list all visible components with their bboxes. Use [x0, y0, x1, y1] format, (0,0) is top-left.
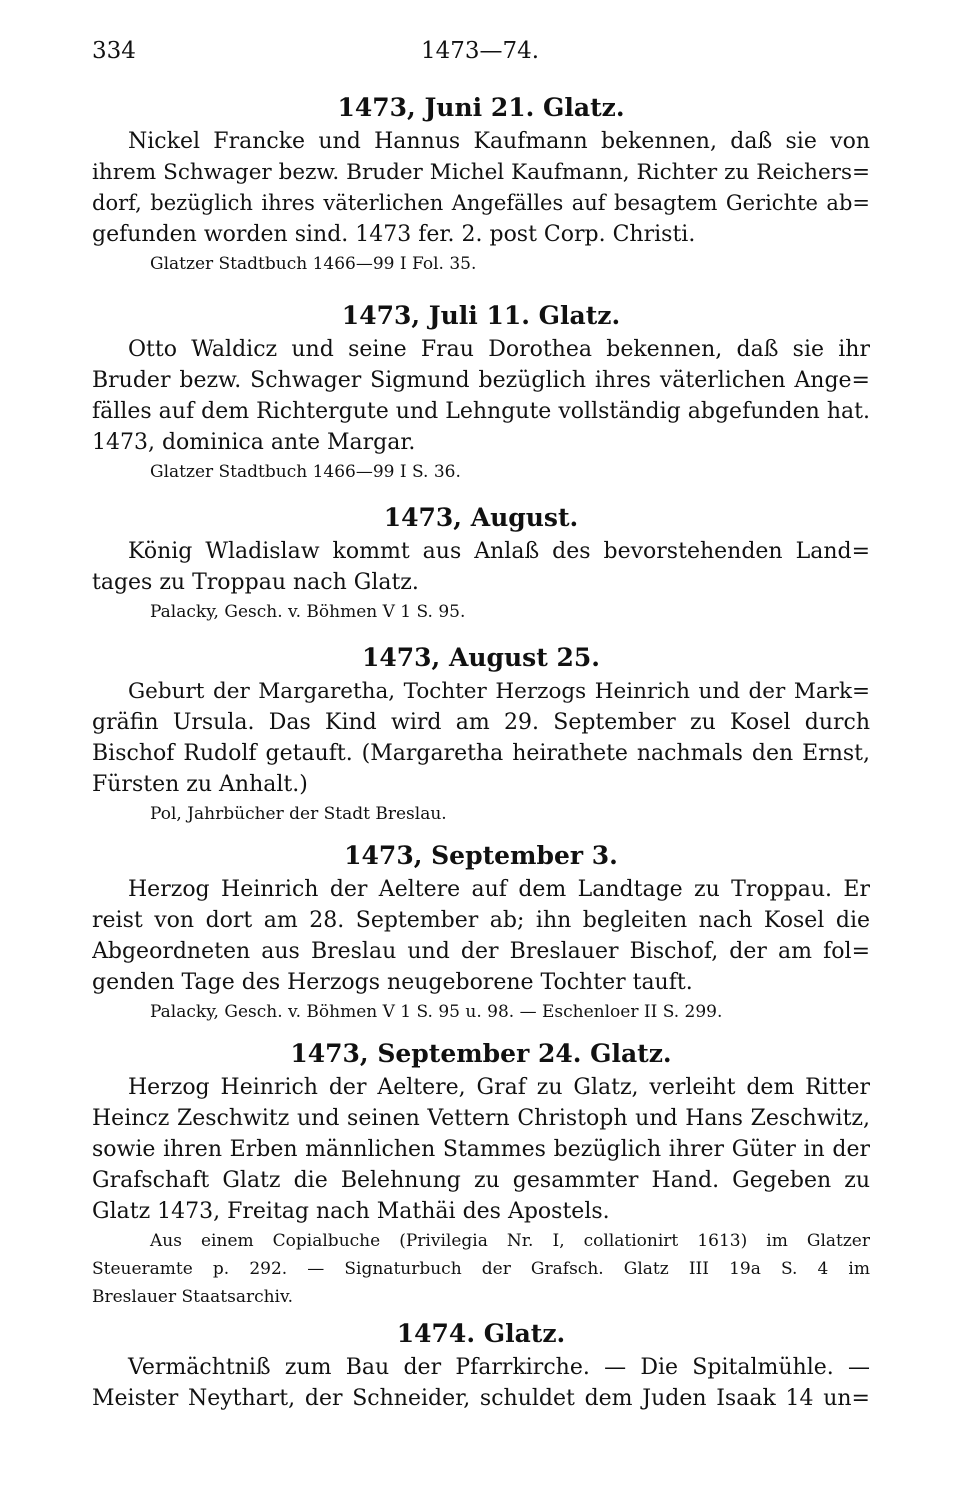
- source-citation: Palacky, Gesch. v. Böhmen V 1 S. 95.: [150, 602, 466, 622]
- entry-text-line: reist von dort am 28. September ab; ihn begleiten nach Kosel die: [92, 908, 870, 933]
- entry-text-line: gefunden worden sind. 1473 fer. 2. post Corp. Christi.: [92, 222, 696, 247]
- running-head-years: 1473—74.: [420, 38, 540, 64]
- page-number: 334: [92, 38, 136, 64]
- entry-heading: 1473, August 25.: [361, 643, 601, 672]
- entry-1473-august-25: [92, 640, 870, 828]
- source-citation: Palacky, Gesch. v. Böhmen V 1 S. 95 u. 98. — Eschenloer II S. 299.: [150, 1002, 723, 1022]
- source-citation: Pol, Jahrbücher der Stadt Breslau.: [150, 804, 447, 824]
- entry-text-line: sowie ihren Erben männlichen Stammes bezüglich ihrer Güter in der: [92, 1137, 870, 1162]
- entry-text-line: Glatz 1473, Freitag nach Mathäi des Apostels.: [92, 1199, 610, 1224]
- entry-heading: 1474. Glatz.: [396, 1319, 566, 1348]
- source-citation: Glatzer Stadtbuch 1466—99 I S. 36.: [150, 462, 461, 482]
- entry-text-line: dorf, bezüglich ihres väterlichen Angefälles auf besagtem Gerichte ab=: [92, 191, 870, 215]
- entry-text-line: Herzog Heinrich der Aeltere, Graf zu Glatz, verleiht dem Ritter: [128, 1075, 870, 1100]
- entry-text-line: Geburt der Margaretha, Tochter Herzogs Heinrich und der Mark=: [128, 679, 870, 704]
- source-citation: Glatzer Stadtbuch 1466—99 I Fol. 35.: [150, 254, 477, 274]
- entry-text-line: genden Tage des Herzogs neugeborene Tochter tauft.: [92, 970, 693, 995]
- entry-text-line: gräfin Ursula. Das Kind wird am 29. September zu Kosel durch: [92, 710, 870, 735]
- entry-1473-juni-21: [92, 90, 870, 278]
- entry-text-line: Nickel Francke und Hannus Kaufmann bekennen, daß sie von: [128, 129, 870, 154]
- source-citation: Breslauer Staatsarchiv.: [92, 1287, 293, 1307]
- entry-1473-juli-11: [92, 298, 870, 486]
- entry-text-line: Heincz Zeschwitz und seinen Vettern Christoph und Hans Zeschwitz,: [92, 1106, 870, 1131]
- entry-text-line: Fürsten zu Anhalt.): [92, 772, 308, 797]
- entry-text-line: 1473, dominica ante Margar.: [92, 430, 416, 455]
- entry-text-line: Vermächtniß zum Bau der Pfarrkirche. — Die Spitalmühle. —: [128, 1355, 870, 1380]
- entry-text-line: tages zu Troppau nach Glatz.: [92, 570, 419, 595]
- entry-text-line: König Wladislaw kommt aus Anlaß des bevorstehenden Land=: [128, 539, 870, 564]
- entry-text-line: ihrem Schwager bezw. Bruder Michel Kaufmann, Richter zu Reichers=: [92, 160, 870, 185]
- entry-text-line: Grafschaft Glatz die Belehnung zu gesammter Hand. Gegeben zu: [92, 1168, 870, 1193]
- entry-text-line: Bischof Rudolf getauft. (Margaretha heirathete nachmals den Ernst,: [92, 741, 870, 766]
- entry-text-line: Meister Neythart, der Schneider, schuldet dem Juden Isaak 14 un=: [92, 1386, 870, 1411]
- entry-heading: 1473, August.: [383, 503, 579, 532]
- entry-text-line: fälles auf dem Richtergute und Lehngute vollständig abgefunden hat.: [92, 399, 870, 424]
- running-head: [92, 38, 868, 72]
- entry-1473-september-24: [92, 1036, 870, 1311]
- source-citation: Aus einem Copialbuche (Privilegia Nr. I, collationirt 1613) im Glatzer: [150, 1231, 870, 1251]
- entry-text-line: Otto Waldicz und seine Frau Dorothea bekennen, daß sie ihr: [128, 337, 870, 362]
- entry-text-line: Abgeordneten aus Breslau und der Breslauer Bischof, der am fol=: [92, 939, 870, 964]
- entry-text-line: Herzog Heinrich der Aeltere auf dem Landtage zu Troppau. Er: [128, 877, 870, 902]
- entry-1473-september-3: [92, 838, 870, 1026]
- entry-heading: 1473, Juni 21. Glatz.: [337, 93, 625, 122]
- entry-heading: 1473, September 3.: [344, 841, 618, 870]
- entry-1474: [92, 1316, 870, 1414]
- entry-1473-august: [92, 500, 870, 626]
- entry-heading: 1473, September 24. Glatz.: [290, 1039, 672, 1068]
- entry-text-line: Bruder bezw. Schwager Sigmund bezüglich ihres väterlichen Ange=: [92, 368, 870, 393]
- entry-heading: 1473, Juli 11. Glatz.: [341, 301, 621, 330]
- source-citation: Steueramte p. 292. — Signaturbuch der Grafsch. Glatz III 19a S. 4 im: [92, 1259, 870, 1279]
